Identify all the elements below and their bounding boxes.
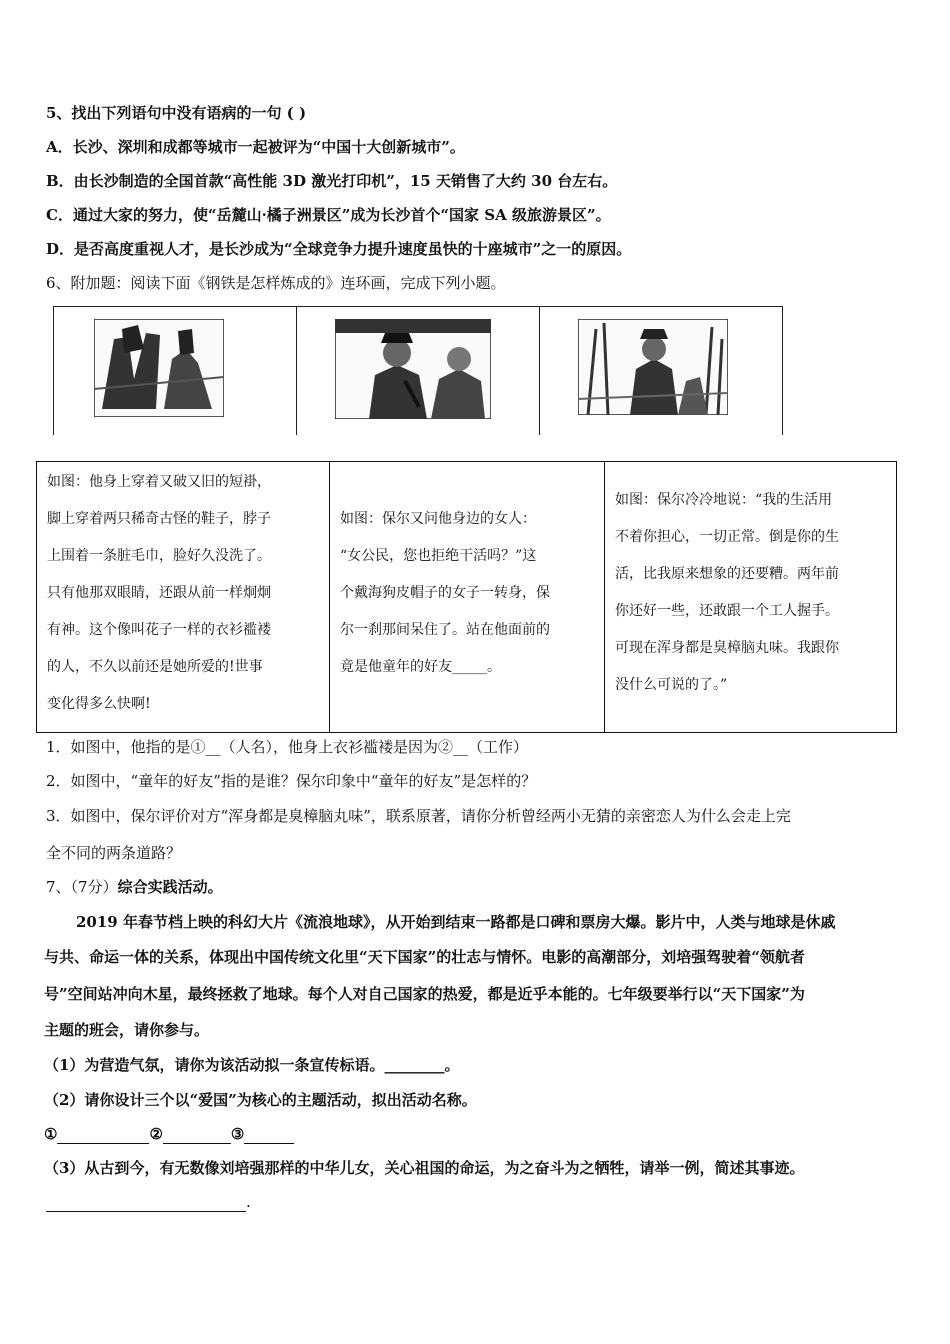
answer-blank-4[interactable] [46, 1195, 246, 1212]
caption-3-line: 可现在浑身都是臭樟脑丸味。我跟你 [615, 640, 839, 656]
caption-1-line: 的人，不久以前还是她所爱的!世事 [47, 659, 263, 675]
q6-sub3-line1: 3．如图中，保尔评价对方“浑身都是臭樟脑丸味”，联系原著，请你分析曾经两小无猜的亲密恋人为什么会走上完 [46, 807, 791, 825]
caption-3-line: 你还好一些，还敢跟一个工人握手。 [615, 603, 839, 619]
comic-panel-3 [540, 307, 782, 435]
q7-para-line3: 号”空间站冲向木星，最终拯救了地球。每个人对自己国家的热爱，都是近乎本能的。七年级要举行以“天下国家”为 [44, 985, 805, 1003]
caption-1-line: 变化得多么快啊! [47, 696, 151, 712]
q7-sub3: （3）从古到今，有无数像刘培强那样的中华儿女，关心祖国的命运，为之奋斗为之牺牲，请举一例，简述其事迹。 [44, 1159, 805, 1177]
caption-1-line: 如图：他身上穿着又破又旧的短褂， [47, 474, 271, 490]
q7-heading [46, 877, 223, 897]
caption-2-line: “女公民，您也拒绝干活吗？”这 [340, 548, 537, 564]
comic-image-2 [335, 319, 491, 419]
comic-panel-1 [54, 307, 297, 435]
answer-blank-1[interactable] [57, 1127, 149, 1144]
caption-3-line: 如图：保尔冷冷地说：“我的生活用 [615, 492, 833, 508]
caption-1-line: 有神。这个像叫花子一样的衣衫褴褛 [47, 622, 271, 638]
caption-1-line: 只有他那双眼睛，还跟从前一样炯炯 [47, 585, 271, 601]
comic-strip [53, 306, 783, 435]
q7-sub1: （1）为营造气氛，请你为该活动拟一条宣传标语。________。 [44, 1056, 460, 1074]
caption-2-line: 个戴海狗皮帽子的女子一转身，保 [340, 585, 550, 601]
caption-2-line: 尔一刹那间呆住了。站在他面前的 [340, 622, 550, 638]
caption-cell-3 [605, 462, 896, 732]
answer-blank-2[interactable] [163, 1127, 231, 1144]
q7-para-line4: 主题的班会，请你参与。 [44, 1021, 210, 1039]
answer-end-mark: . [246, 1193, 251, 1211]
q7-number: 7、（7分） [46, 878, 118, 896]
comic-image-3 [578, 319, 728, 415]
q6-stem: 6、附加题：阅读下面《钢铁是怎样炼成的》连环画，完成下列小题。 [46, 274, 506, 292]
caption-cell-2 [330, 462, 605, 732]
caption-1-line: 上围着一条脏毛巾，脸好久没洗了。 [47, 548, 271, 564]
q6-sub2: 2．如图中，“童年的好友”指的是谁？保尔印象中“童年的好友”是怎样的？ [46, 772, 537, 790]
caption-table [36, 461, 897, 733]
answer-blank-3[interactable] [244, 1127, 294, 1144]
caption-2-line: 竟是他童年的好友_____。 [340, 659, 501, 675]
q5-option-a: A．长沙、深圳和成都等城市一起被评为“中国十大创新城市”。 [46, 138, 465, 156]
q5-option-c: C．通过大家的努力，使“岳麓山·橘子洲景区”成为长沙首个“国家 SA 级旅游景区”。 [46, 206, 611, 224]
q7-sub2-answers [44, 1124, 294, 1144]
answer-mark-3: ③ [230, 1125, 245, 1143]
q5-option-b: B．由长沙制造的全国首款“高性能 3D 激光打印机”，15 天销售了大约 30 台左右。 [46, 172, 618, 190]
q7-title: 综合实践活动。 [117, 878, 223, 896]
q5-option-d: D．是否高度重视人才，是长沙成为“全球竞争力提升速度虽快的十座城市”之一的原因。 [46, 240, 632, 258]
caption-1-line: 脚上穿着两只稀奇古怪的鞋子，脖子 [47, 511, 271, 527]
answer-mark-1: ① [44, 1125, 58, 1143]
caption-3-line: 不着你担心，一切正常。倒是你的生 [615, 529, 839, 545]
caption-cell-1 [37, 462, 330, 732]
answer-mark-2: ② [149, 1125, 163, 1143]
q6-sub1: 1．如图中，他指的是①__（人名），他身上衣衫褴褛是因为②__（工作） [46, 738, 529, 756]
comic-image-1 [94, 319, 224, 417]
caption-3-line: 活，比我原来想象的还要糟。两年前 [615, 566, 839, 582]
q7-para-line1: 2019 年春节档上映的科幻大片《流浪地球》，从开始到结束一路都是口碑和票房大爆。影片中，人类与地球是休戚 [76, 913, 836, 931]
caption-3-line: 没什么可说的了。” [615, 677, 728, 693]
q6-sub3-line2: 全不同的两条道路？ [46, 844, 182, 862]
caption-2-line: 如图：保尔又问他身边的女人： [340, 511, 536, 527]
q7-sub3-answer [46, 1192, 251, 1212]
q7-para-line2: 与共、命运一体的关系，体现出中国传统文化里“天下国家”的壮志与情怀。电影的高潮部分，刘培强驾驶着“领航者 [44, 948, 805, 966]
q5-stem: 5、找出下列语句中没有语病的一句 ( ) [46, 104, 307, 122]
q7-sub2: （2）请你设计三个以“爱国”为核心的主题活动，拟出活动名称。 [44, 1091, 477, 1109]
comic-panel-2 [297, 307, 540, 435]
